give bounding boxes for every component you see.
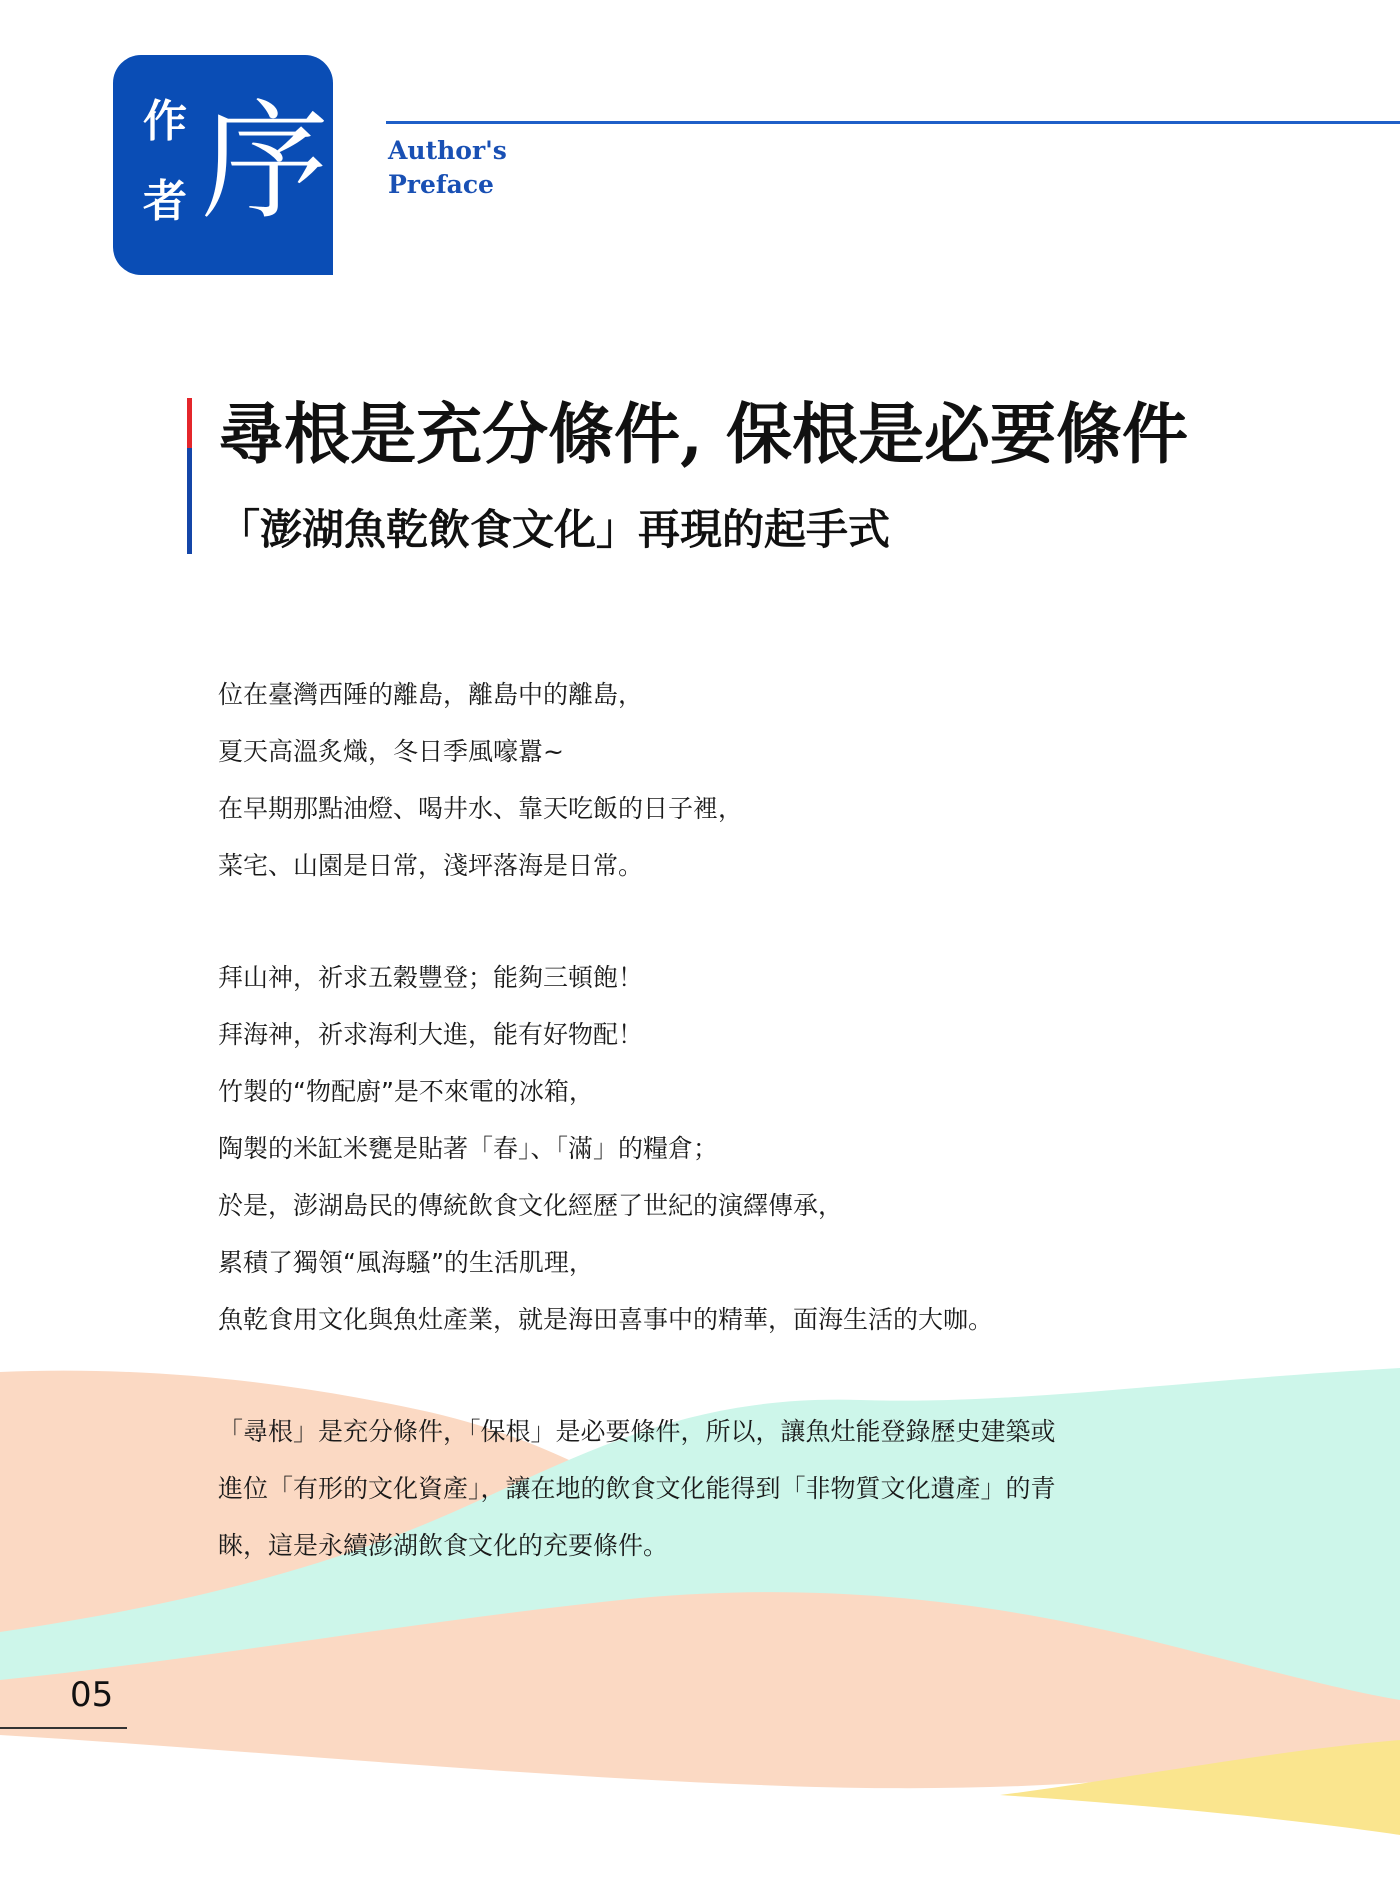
paragraph-3 [218,1403,1198,1574]
paragraph-2 [218,949,1198,1348]
page-number: 05 [70,1675,114,1715]
text-line: 進位「有形的文化資產」，讓在地的飲食文化能得到「非物質文化遺產」的青 [218,1474,1056,1503]
text-line: 於是，澎湖島民的傳統飲食文化經歷了世紀的演繹傳承， [218,1191,844,1220]
text-line: 夏天高溫炙熾，冬日季風嚎囂~ [218,737,564,766]
main-title: 尋根是充分條件, 保根是必要條件 [218,395,1188,473]
paragraph-gap [218,894,1198,949]
text-line: 魚乾食用文化與魚灶產業，就是海田喜事中的精華，面海生活的大咖。 [218,1305,994,1334]
page-number-rule [0,1727,127,1729]
badge-char-zhe: 者 [143,176,187,227]
text-line: 拜山神，祈求五穀豐登；能夠三頓飽！ [218,963,644,992]
sub-title: 「澎湖魚乾飲食文化」再現的起手式 [218,505,891,554]
author-preface-badge [113,55,333,275]
body-text [218,666,1198,1574]
badge-char-xu: 序 [201,88,330,237]
english-section-title [388,134,507,202]
text-line: 在早期那點油燈、喝井水、靠天吃飯的日子裡， [218,794,744,823]
badge-char-zuo: 作 [143,96,187,147]
text-line: 睞，這是永續澎湖飲食文化的充要條件。 [218,1531,669,1560]
text-line: 「尋根」是充分條件，「保根」是必要條件，所以，讓魚灶能登錄歷史建築或 [218,1417,1056,1446]
paragraph-1 [218,666,1198,894]
text-line: 拜海神，祈求海利大進，能有好物配！ [218,1020,644,1049]
text-line: 位在臺灣西陲的離島，離島中的離島， [218,680,644,709]
english-title-line-1: Author's [388,136,507,165]
paragraph-gap [218,1348,1198,1403]
text-line: 竹製的“物配廚”是不來電的冰箱， [218,1077,594,1106]
text-line: 菜宅、山園是日常，淺坪落海是日常。 [218,851,644,880]
text-line: 累積了獨領“風海騷”的生活肌理， [218,1248,594,1277]
english-title-line-2: Preface [388,170,494,199]
title-accent-red [187,398,192,448]
title-accent-blue [187,448,192,554]
header-rule [386,121,1400,124]
text-line: 陶製的米缸米甕是貼著「春」、「滿」的糧倉； [218,1134,719,1163]
